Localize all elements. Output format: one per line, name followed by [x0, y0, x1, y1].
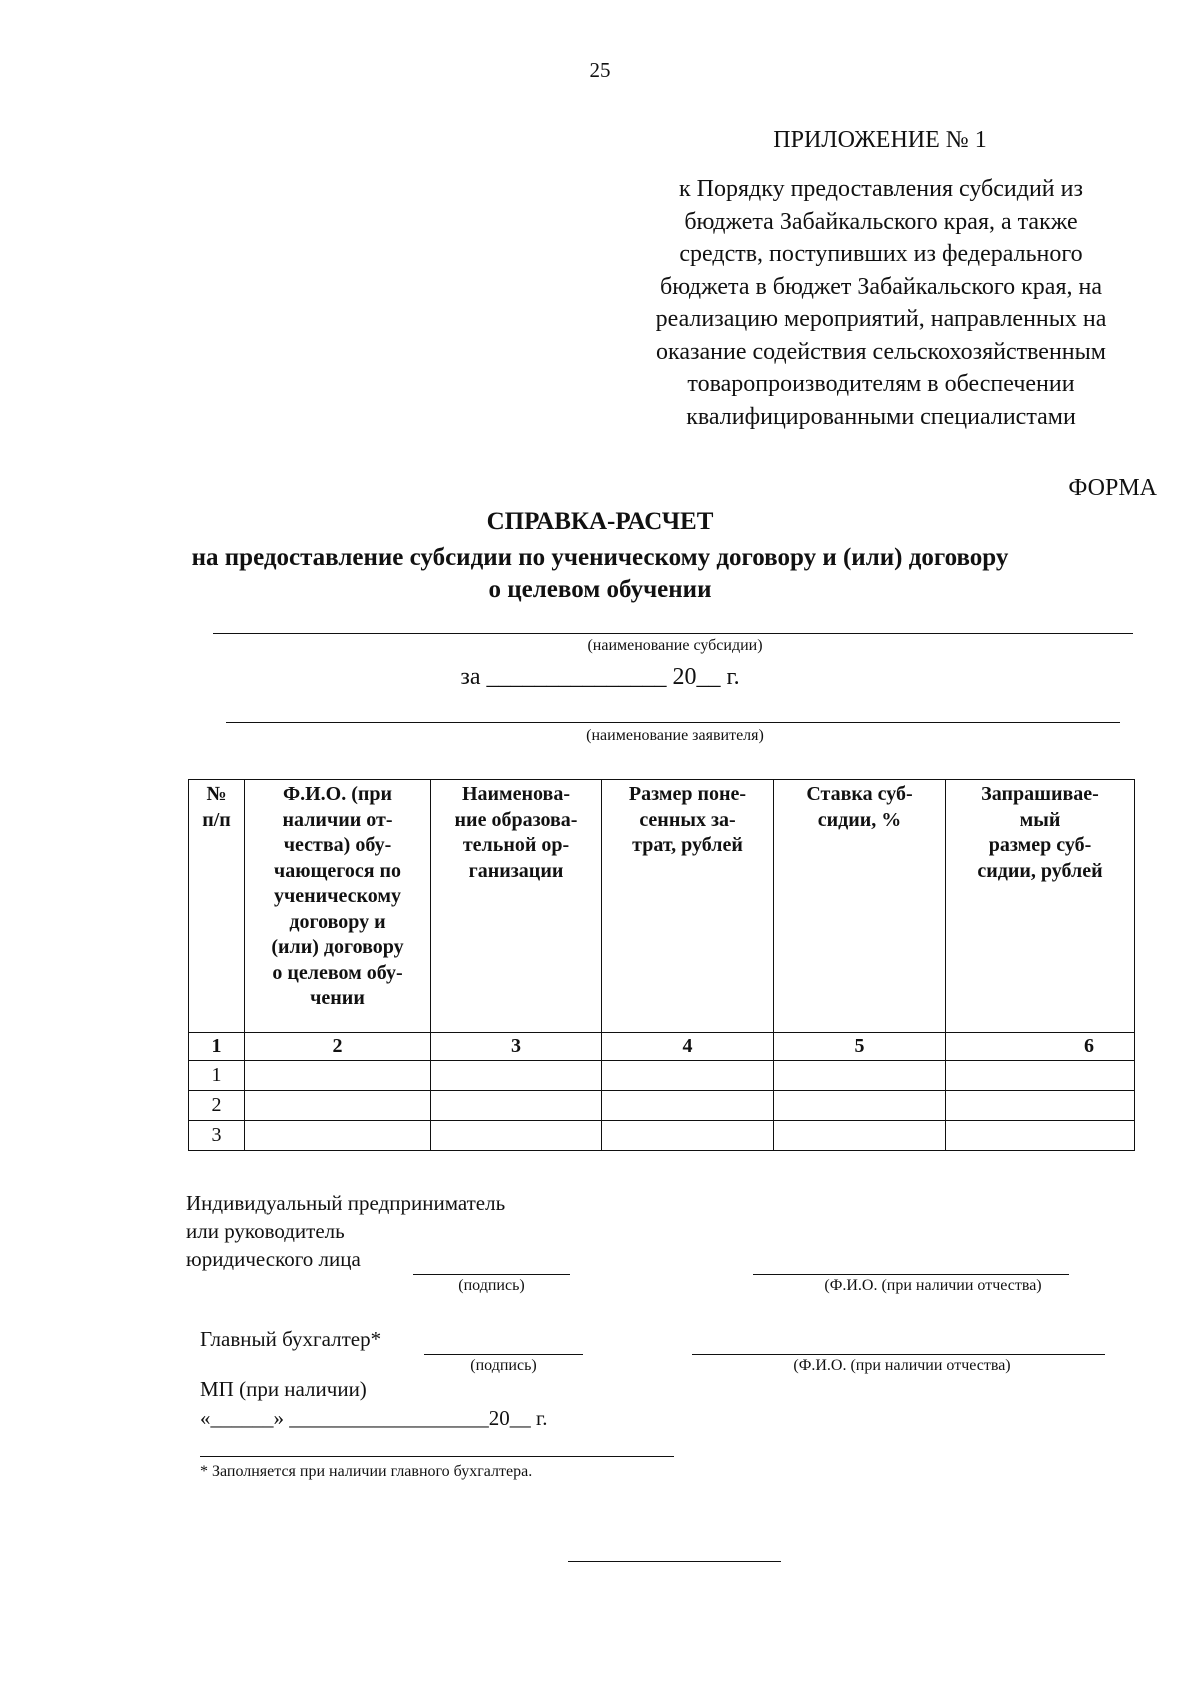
row-number: 3 [189, 1121, 245, 1151]
form-label: ФОРМА [1068, 475, 1157, 501]
subtitle-line: о целевом обучении [488, 576, 712, 603]
table-cell[interactable] [602, 1121, 774, 1151]
table-cell[interactable] [602, 1091, 774, 1121]
header-rate: Ставка суб- сидии, % [774, 780, 946, 1033]
column-numbers-row [189, 1033, 1135, 1061]
table-cell[interactable] [774, 1061, 946, 1091]
annex-line: бюджета Забайкальского края, а также [684, 208, 1078, 235]
accountant-signature-line [424, 1354, 583, 1355]
entrepreneur-line: юридического лица [186, 1247, 361, 1271]
end-line [568, 1561, 781, 1562]
table-cell[interactable] [946, 1061, 1135, 1091]
header-fio: Ф.И.О. (при наличии от- чества) обу- чающегося по ученическому договору и (или) договору о целевом обу- чении [245, 780, 431, 1033]
column-number: 4 [602, 1033, 774, 1061]
table-cell[interactable] [774, 1121, 946, 1151]
entrepreneur-line: Индивидуальный предприниматель [186, 1191, 506, 1215]
annex-line: товаропроизводителям в обеспечении [687, 371, 1075, 397]
table-cell[interactable] [431, 1061, 602, 1091]
signature-caption: (подпись) [458, 1277, 525, 1294]
period-line: за _______________ 20__ г. [460, 664, 740, 690]
annex-line: оказание содействия сельскохозяйственным [656, 338, 1106, 365]
stamp-label: МП (при наличии) [200, 1377, 367, 1401]
table-cell[interactable] [602, 1061, 774, 1091]
column-number: 2 [245, 1033, 431, 1061]
column-number: 3 [431, 1033, 602, 1061]
accountant-fio-caption: (Ф.И.О. (при наличии отчества) [793, 1357, 1011, 1374]
accountant-label: Главный бухгалтер* [200, 1327, 382, 1351]
table-cell[interactable] [946, 1091, 1135, 1121]
page-number: 25 [589, 58, 611, 82]
table-cell[interactable] [245, 1091, 431, 1121]
annex-title: ПРИЛОЖЕНИЕ № 1 [773, 127, 987, 153]
calculation-table [188, 779, 1135, 1151]
table-cell[interactable] [774, 1091, 946, 1121]
table-header-row [189, 780, 1135, 1033]
fio-line [753, 1274, 1069, 1275]
annex-line: реализацию мероприятий, направленных на [655, 306, 1107, 332]
accountant-fio-line [692, 1354, 1105, 1355]
subtitle-line: на предоставление субсидии по ученическому договору и (или) договору [191, 544, 1009, 571]
column-number: 5 [774, 1033, 946, 1061]
row-number: 1 [189, 1061, 245, 1091]
annex-text [596, 173, 1166, 433]
subsidy-caption: (наименование субсидии) [587, 637, 763, 654]
annex-line: средств, поступивших из федерального [679, 241, 1083, 267]
entrepreneur-label [186, 1189, 505, 1273]
fio-caption: (Ф.И.О. (при наличии отчества) [824, 1277, 1042, 1294]
date-line: «______» ___________________20__ г. [200, 1406, 548, 1430]
subsidy-name-line [213, 633, 1133, 634]
header-organization: Наименова- ние образова- тельной ор- ганизации [431, 780, 602, 1033]
accountant-signature-caption: (подпись) [470, 1357, 537, 1374]
table-cell[interactable] [245, 1121, 431, 1151]
header-requested-amount: Запрашивае- мый размер суб- сидии, рублей [946, 780, 1135, 1033]
column-number: 6 [946, 1033, 1135, 1061]
table-cell[interactable] [245, 1061, 431, 1091]
row-number: 2 [189, 1091, 245, 1121]
applicant-caption: (наименование заявителя) [586, 727, 764, 744]
annex-line: бюджета в бюджет Забайкальского края, на [659, 273, 1102, 300]
table-cell[interactable] [431, 1121, 602, 1151]
table-cell[interactable] [431, 1091, 602, 1121]
table-row [189, 1061, 1135, 1091]
annex-line: квалифицированными специалистами [686, 403, 1076, 430]
table-cell[interactable] [946, 1121, 1135, 1151]
entrepreneur-line: или руководитель [186, 1219, 345, 1243]
signature-line [413, 1274, 570, 1275]
table-row [189, 1121, 1135, 1151]
header-number: № п/п [189, 780, 245, 1033]
footnote: * Заполняется при наличии главного бухгалтера. [200, 1463, 533, 1480]
table-row [189, 1091, 1135, 1121]
document-title: СПРАВКА-РАСЧЕТ [486, 508, 714, 535]
document-subtitle [150, 542, 1050, 606]
footnote-separator [200, 1456, 674, 1457]
annex-line: к Порядку предоставления субсидий из [679, 176, 1083, 202]
applicant-name-line [226, 722, 1120, 723]
column-number: 1 [189, 1033, 245, 1061]
header-costs: Размер поне- сенных за- трат, рублей [602, 780, 774, 1033]
